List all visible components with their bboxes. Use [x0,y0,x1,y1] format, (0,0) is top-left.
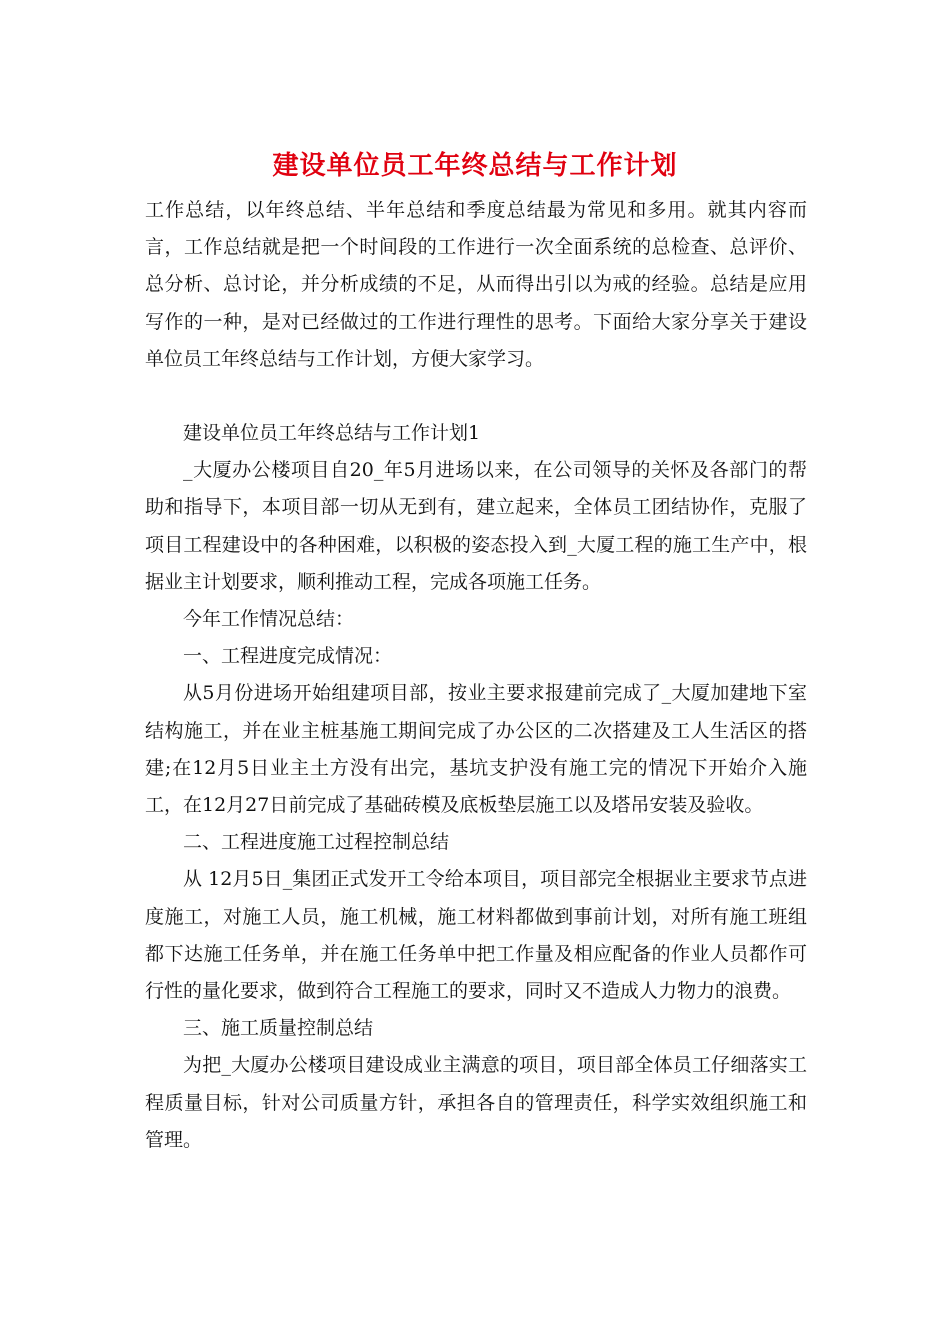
intro-paragraph: 工作总结，以年终总结、半年总结和季度总结最为常见和多用。就其内容而言，工作总结就是把一个时间段的工作进行一次全面系统的总检查、总评价、总分析、总讨论，并分析成绩的不足，从而得出引以为戒的经验。总结是应用写作的一种，是对已经做过的工作进行理性的思考。下面给大家分享关于建设单位员工年终总结与工作计划，方便大家学习。 [145,199,807,370]
body-paragraph-quality-control: 为把_大厦办公楼项目建设成业主满意的项目，项目部全体员工仔细落实工程质量目标，针对公司质量方针，承担各自的管理责任，科学实效组织施工和管理。 [145,1054,807,1151]
section-heading-annual-summary: 今年工作情况总结： [183,608,355,631]
section-heading-progress: 一、工程进度完成情况： [183,645,393,668]
body-paragraph-progress: 从5月份进场开始组建项目部，按业主要求报建前完成了_大厦加建地下室结构施工，并在业主桩基施工期间完成了办公区的二次搭建及工人生活区的搭建;在12月5日业主土方没有出完，基坑支护没有施工完的情况下开始介入施工，在12月27日前完成了基础砖模及底板垫层施工以及塔吊安装及验收。 [145,682,807,817]
document-body [145,192,807,1159]
document-title: 建设单位员工年终总结与工作计划 [272,151,678,181]
body-paragraph-process-control: 从 12月5日_集团正式发开工令给本项目，项目部完全根据业主要求节点进度施工，对施工人员，施工机械，施工材料都做到事前计划，对所有施工班组都下达施工任务单，并在施工任务单中把工作量及相应配备的作业人员都作可行性的量化要求，做到符合工程施工的要求，同时又不造成人力物力的浪费。 [145,868,807,1003]
body-paragraph-project-overview: _大厦办公楼项目自20_年5月进场以来，在公司领导的关怀及各部门的帮助和指导下，本项目部一切从无到有，建立起来，全体员工团结协作，克服了项目工程建设中的各种困难，以积极的姿态投入到_大厦工程的施工生产中，根据业主计划要求，顺利推动工程，完成各项施工任务。 [145,459,807,593]
section-heading-quality-control: 三、施工质量控制总结 [183,1017,374,1040]
section-heading-process-control: 二、工程进度施工过程控制总结 [183,831,450,854]
section-heading-plan-1: 建设单位员工年终总结与工作计划1 [183,422,481,445]
